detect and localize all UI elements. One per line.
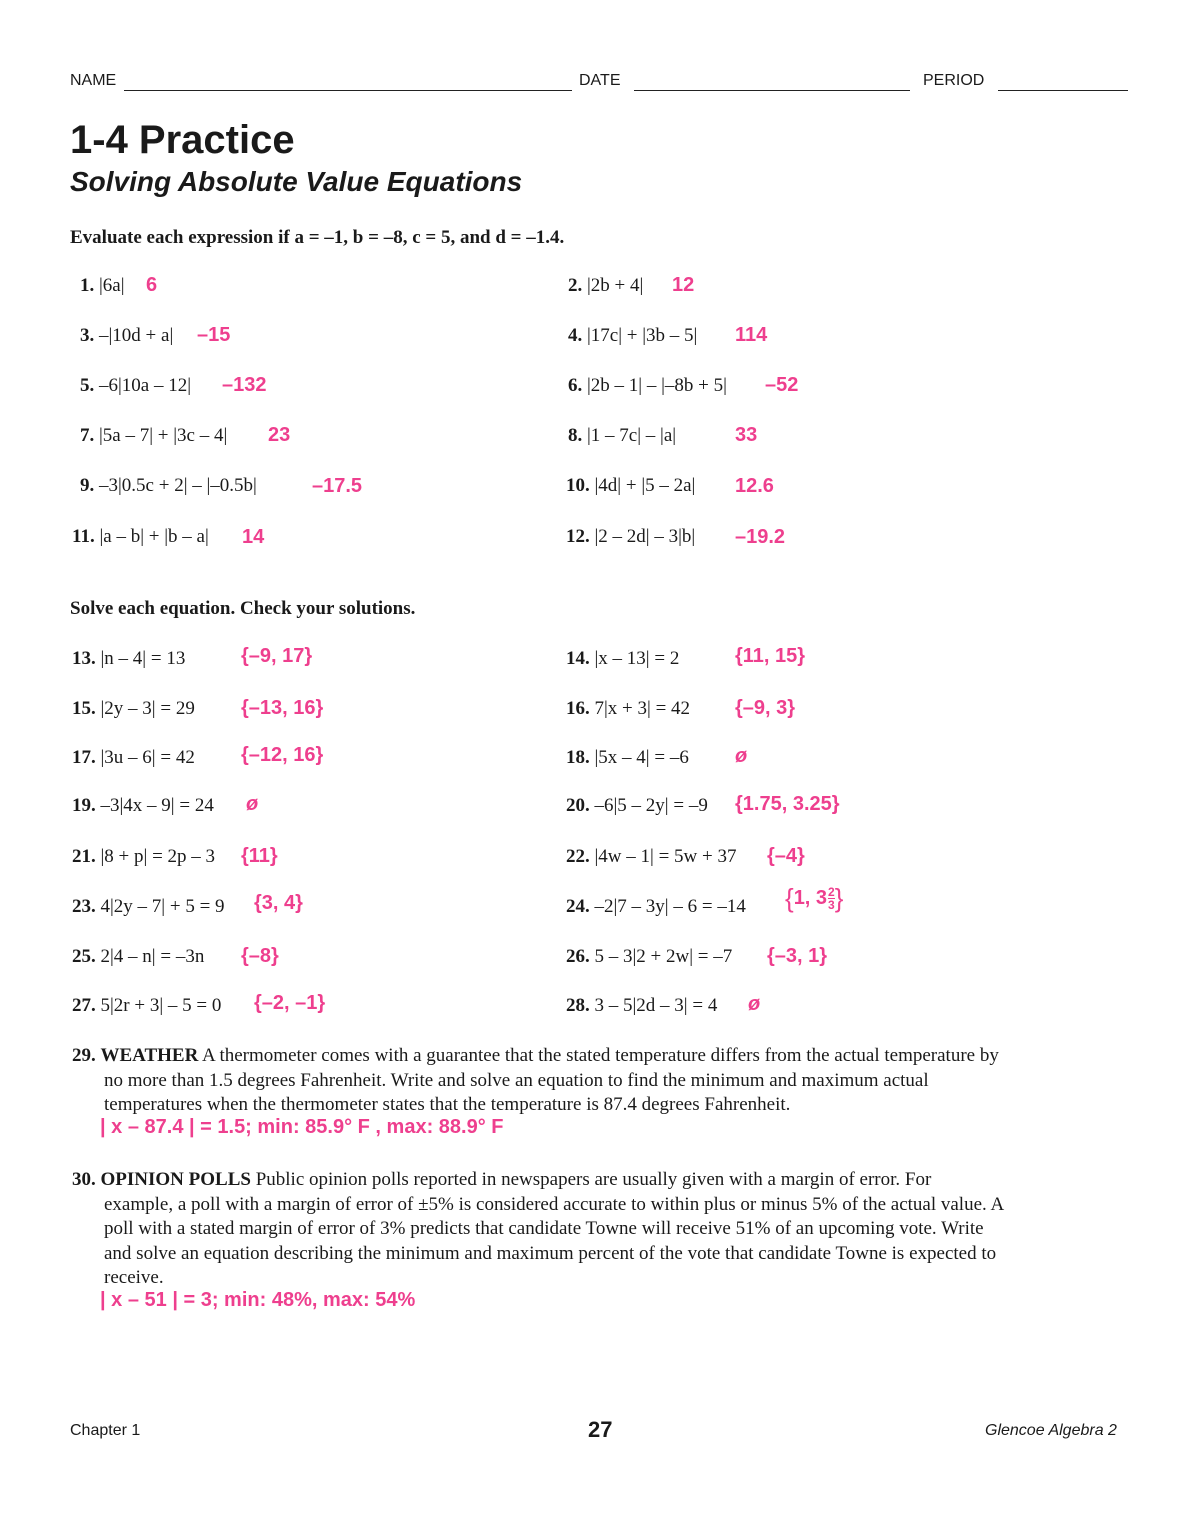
problem-6: 6. |2b – 1| – |–8b + 5| (568, 375, 727, 396)
problem-13: 13. |n – 4| = 13 (72, 648, 186, 669)
answer-20: {1.75, 3.25} (735, 793, 840, 815)
answer-16: {–9, 3} (735, 697, 796, 719)
section2-instructions: Solve each equation. Check your solutions. (70, 598, 416, 619)
problem-8: 8. |1 – 7c| – |a| (568, 425, 677, 446)
problem-26: 26. 5 – 3|2 + 2w| = –7 (566, 946, 733, 967)
name-line[interactable] (124, 90, 572, 91)
problem-12: 12. |2 – 2d| – 3|b| (566, 526, 696, 547)
problem-20: 20. –6|5 – 2y| = –9 (566, 795, 708, 816)
problem-14: 14. |x – 13| = 2 (566, 648, 680, 669)
problem-19: 19. –3|4x – 9| = 24 (72, 795, 214, 816)
problem-16: 16. 7|x + 3| = 42 (566, 698, 691, 719)
answer-5: –132 (222, 374, 267, 396)
problem-15: 15. |2y – 3| = 29 (72, 698, 195, 719)
answer-11: 14 (242, 526, 265, 548)
answer-26: {–3, 1} (767, 945, 828, 967)
problem-10: 10. |4d| + |5 – 2a| (566, 475, 696, 496)
problem-17: 17. |3u – 6| = 42 (72, 747, 195, 768)
answer-3: –15 (197, 324, 231, 346)
problem-4: 4. |17c| + |3b – 5| (568, 325, 698, 346)
problem-28: 28. 3 – 5|2d – 3| = 4 (566, 995, 718, 1016)
answer-23: {3, 4} (254, 892, 303, 914)
answer-25: {–8} (241, 945, 279, 967)
answer-1: 6 (146, 274, 158, 296)
problem-27: 27. 5|2r + 3| – 5 = 0 (72, 995, 222, 1016)
footer-book-title: Glencoe Algebra 2 (985, 1422, 1117, 1439)
problem-7: 7. |5a – 7| + |3c – 4| (80, 425, 228, 446)
section1-instructions: Evaluate each expression if a = –1, b = –8, c = 5, and d = –1.4. (70, 227, 565, 248)
answer-13: {–9, 17} (241, 645, 313, 667)
period-line[interactable] (998, 90, 1128, 91)
period-label: PERIOD (923, 72, 985, 89)
answer-14: {11, 15} (735, 645, 806, 667)
answer-10: 12.6 (735, 475, 774, 497)
problem-23: 23. 4|2y – 7| + 5 = 9 (72, 896, 225, 917)
answer-18: ø (735, 745, 748, 767)
page-number: 27 (588, 1417, 613, 1442)
answer-19: ø (246, 793, 259, 815)
answer-6: –52 (765, 374, 799, 396)
problem-22: 22. |4w – 1| = 5w + 37 (566, 846, 737, 867)
answer-12: –19.2 (735, 526, 786, 548)
problem-11: 11. |a – b| + |b – a| (72, 526, 209, 547)
date-label: DATE (579, 72, 621, 89)
answer-9: –17.5 (312, 475, 363, 497)
problem-25: 25. 2|4 – n| = –3n (72, 946, 205, 967)
answer-17: {–12, 16} (241, 744, 324, 766)
name-label: NAME (70, 72, 117, 89)
answer-4: 114 (735, 324, 768, 346)
problem-2: 2. |2b + 4| (568, 275, 644, 296)
problem-18: 18. |5x – 4| = –6 (566, 747, 689, 768)
problem-21: 21. |8 + p| = 2p – 3 (72, 846, 216, 867)
problem-30: 30. OPINION POLLS Public opinion polls reported in newspapers are usually given with a margin of error. For example, a poll with a margin of error of ±5% is considered accurate to within plus or minus 5% of the actual value. A poll with a stated margin of error of 3% predicts that candidate Towne will receive 51% of an upcoming vote. Write and solve an equation describing the minimum and maximum percent of the vote that candidate Towne is expected to receive. (72, 1169, 1005, 1289)
problem-29: 29. WEATHER A thermometer comes with a guarantee that the stated temperature differs from the actual temperature by no more than 1.5 degrees Fahrenheit. Write and solve an equation to find the minimum and maximum actual temperatures when the thermometer states that the temperature is 87.4 degrees Fahrenheit. (72, 1045, 999, 1116)
problem-3: 3. –|10d + a| (80, 325, 174, 346)
answer-8: 33 (735, 424, 758, 446)
problem-9: 9. –3|0.5c + 2| – |–0.5b| (80, 475, 257, 496)
date-line[interactable] (634, 90, 910, 91)
page-title: 1-4 Practice (70, 118, 295, 162)
problem-5: 5. –6|10a – 12| (80, 375, 192, 396)
answer-29: | x – 87.4 | = 1.5; min: 85.9° F , max: 88.9° F (100, 1116, 504, 1138)
footer-chapter: Chapter 1 (70, 1422, 141, 1439)
answer-27: {–2, –1} (254, 992, 326, 1014)
page-subtitle: Solving Absolute Value Equations (70, 166, 523, 197)
answer-22: {–4} (767, 845, 805, 867)
answer-15: {–13, 16} (241, 697, 324, 719)
problem-24: 24. –2|7 – 3y| – 6 = –14 (566, 896, 746, 917)
answer-7: 23 (268, 424, 291, 446)
answer-30: | x – 51 | = 3; min: 48%, max: 54% (100, 1289, 416, 1311)
problem-1: 1. |6a| (80, 275, 125, 296)
answer-2: 12 (672, 274, 695, 296)
answer-21: {11} (241, 845, 278, 867)
answer-28: ø (748, 993, 761, 1015)
answer-24: {1, 3 $\frac{2}{3}$ } (785, 883, 844, 913)
